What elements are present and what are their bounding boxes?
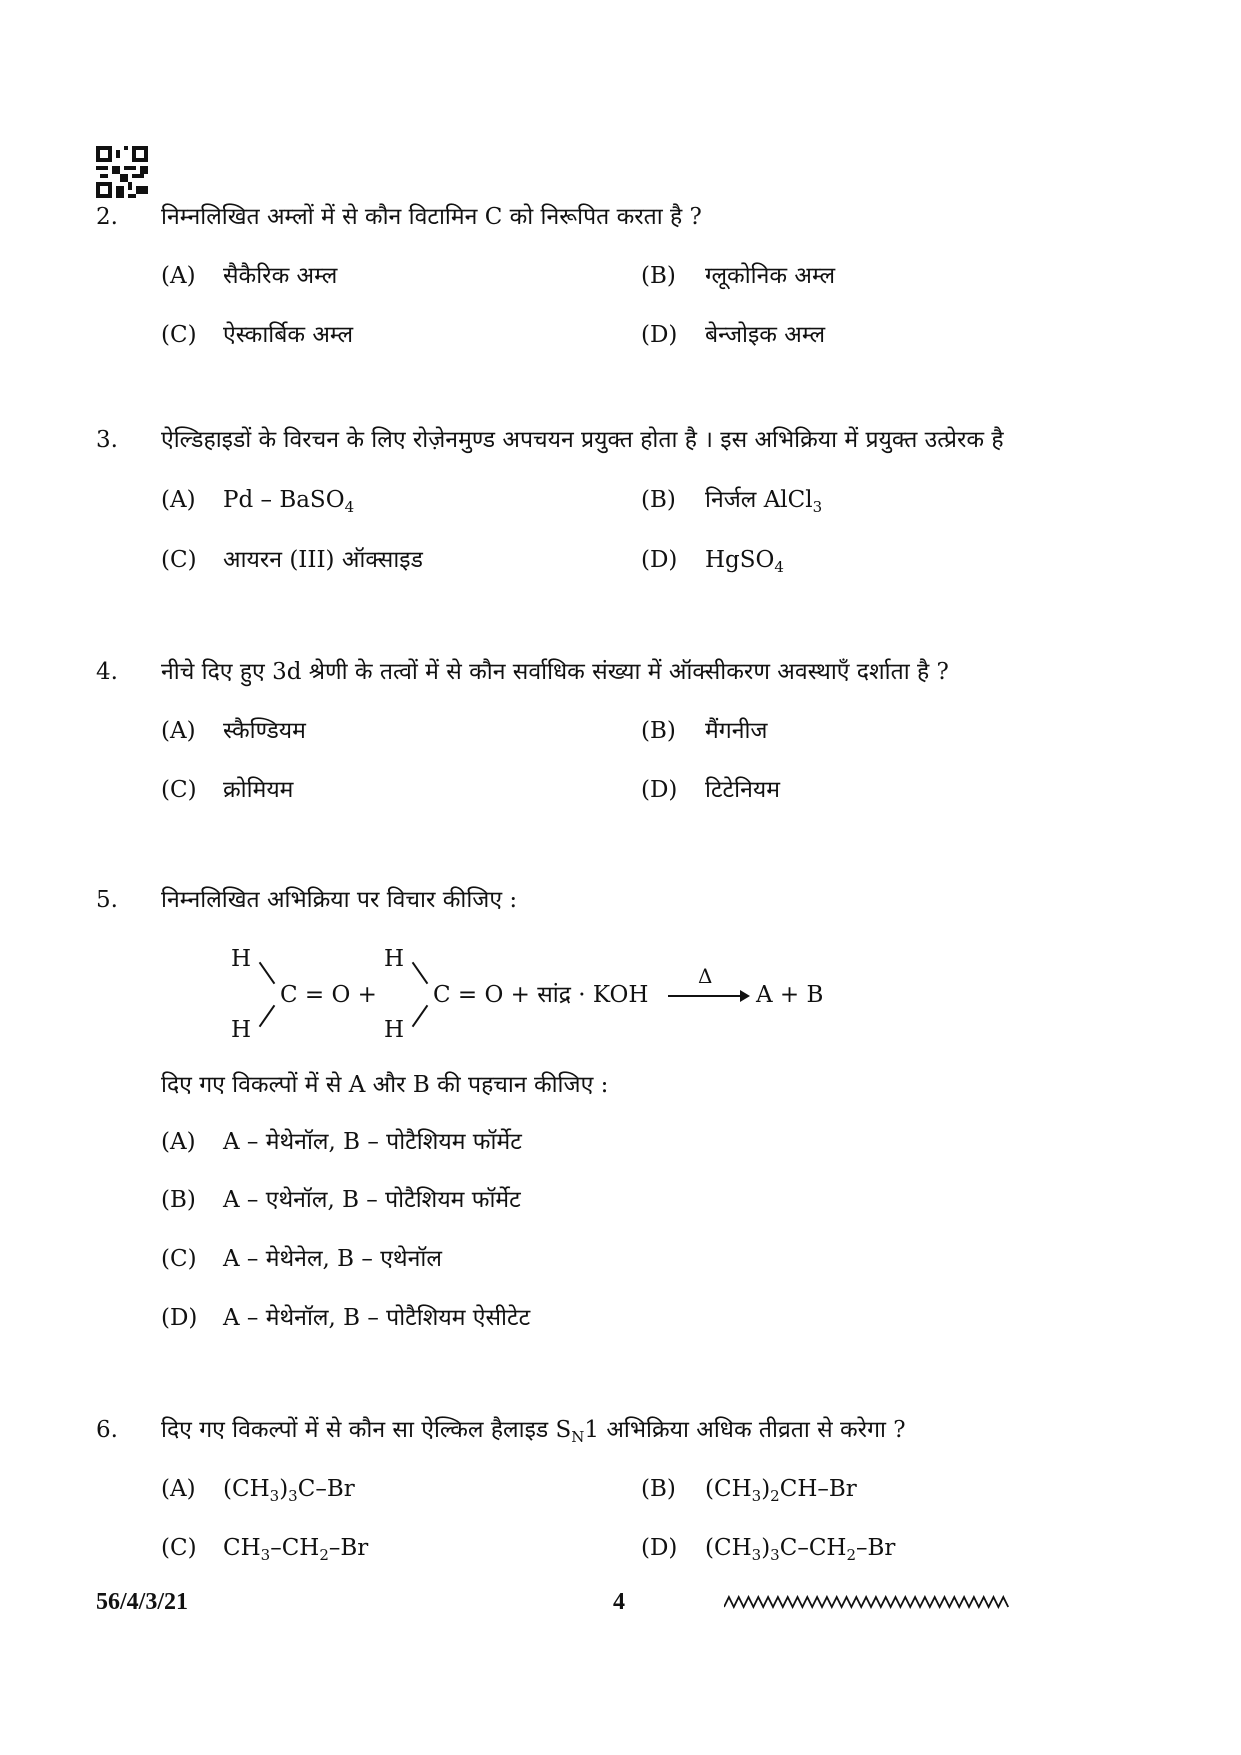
option-text: ऐस्कार्बिक अम्ल	[223, 322, 354, 348]
reaction-arrow	[668, 995, 746, 997]
zigzag-line-decoration	[724, 1595, 1014, 1609]
bond-line	[412, 962, 429, 984]
formaldehyde: C = O +	[280, 982, 377, 1008]
question-text: दिए गए विकल्पों में से कौन सा ऐल्किल हैलाइड $S_N1$ अभिक्रिया अधिक तीव्रता से करेगा ?	[161, 1417, 906, 1446]
option-text: HgSO$_4$	[705, 547, 784, 576]
option-text: निर्जल AlCl$_3$	[705, 487, 823, 516]
option-label: (C)	[161, 1246, 197, 1272]
paper-code: 56/4/3/21	[96, 1589, 189, 1615]
option-label: (A)	[161, 263, 196, 289]
heat-symbol: Δ	[698, 964, 713, 988]
option-label: (C)	[161, 777, 197, 803]
question-number: 4.	[96, 659, 118, 685]
option-text: क्रोमियम	[223, 777, 294, 803]
option-text: सैकैरिक अम्ल	[223, 263, 338, 289]
bond-line	[412, 1005, 429, 1027]
option-label: (C)	[161, 322, 197, 348]
question-text: नीचे दिए हुए 3d श्रेणी के तत्वों में से कौन सर्वाधिक संख्या में ऑक्सीकरण अवस्थाएँ दर्शाता है ?	[161, 659, 949, 685]
option-label: (A)	[161, 718, 196, 744]
option-text: ग्लूकोनिक अम्ल	[705, 263, 836, 289]
option-text: A – मेथेनॉल, B – पोटैशियम फॉर्मेट	[223, 1129, 522, 1155]
option-label: (A)	[161, 1129, 196, 1155]
hydrogen-atom: H	[231, 1017, 252, 1043]
option-label: (A)	[161, 1476, 196, 1502]
bond-line	[259, 962, 276, 984]
option-label: (D)	[161, 1305, 198, 1331]
option-text: आयरन (III) ऑक्साइड	[223, 547, 423, 573]
question-number: 5.	[96, 887, 118, 913]
hydrogen-atom: H	[384, 1017, 405, 1043]
option-text: Pd – BaSO$_4$	[223, 487, 355, 516]
formaldehyde-koh: C = O + सांद्र · KOH	[433, 982, 649, 1008]
option-text: $(CH_3)_3C-Br$	[223, 1476, 355, 1505]
question-text: ऐल्डिहाइडों के विरचन के लिए रोज़ेनमुण्ड अपचयन प्रयुक्त होता है । इस अभिक्रिया में प्रयुक्त उत्प्रेरक है	[161, 427, 1004, 453]
option-label: (D)	[641, 547, 678, 573]
bond-line	[259, 1005, 276, 1027]
option-label: (D)	[641, 777, 678, 803]
option-label: (D)	[641, 322, 678, 348]
option-label: (B)	[641, 1476, 676, 1502]
option-label: (B)	[161, 1187, 196, 1213]
arrow-head-icon	[740, 990, 750, 1002]
option-text: $CH_3-CH_2-Br$	[223, 1535, 369, 1564]
option-label: (C)	[161, 1535, 197, 1561]
question-text: निम्नलिखित अभिक्रिया पर विचार कीजिए :	[161, 887, 518, 913]
qr-code	[96, 146, 148, 198]
option-text: $(CH_3)_2CH-Br$	[705, 1476, 857, 1505]
hydrogen-atom: H	[231, 946, 252, 972]
option-text: $(CH_3)_3C-CH_2-Br$	[705, 1535, 896, 1564]
hydrogen-atom: H	[384, 946, 405, 972]
option-label: (D)	[641, 1535, 678, 1561]
option-label: (B)	[641, 718, 676, 744]
products: A + B	[756, 982, 824, 1008]
option-text: टिटेनियम	[705, 777, 780, 803]
option-text: मैंगनीज	[705, 718, 768, 744]
option-text: बेन्जोइक अम्ल	[705, 322, 826, 348]
page-number: 4	[613, 1589, 625, 1615]
question-number: 6.	[96, 1417, 118, 1443]
question-number: 2.	[96, 204, 118, 230]
option-label: (B)	[641, 487, 676, 513]
question-text: निम्नलिखित अम्लों में से कौन विटामिन C को निरूपित करता है ?	[161, 204, 702, 230]
question-number: 3.	[96, 427, 118, 453]
option-label: (B)	[641, 263, 676, 289]
option-text: A – मेथेनॉल, B – पोटैशियम ऐसीटेट	[223, 1305, 531, 1331]
option-label: (A)	[161, 487, 196, 513]
option-text: A – एथेनॉल, B – पोटैशियम फॉर्मेट	[223, 1187, 521, 1213]
option-label: (C)	[161, 547, 197, 573]
option-text: स्कैण्डियम	[223, 718, 306, 744]
option-text: A – मेथेनेल, B – एथेनॉल	[223, 1246, 442, 1272]
question-subtext: दिए गए विकल्पों में से A और B की पहचान कीजिए :	[161, 1072, 609, 1098]
